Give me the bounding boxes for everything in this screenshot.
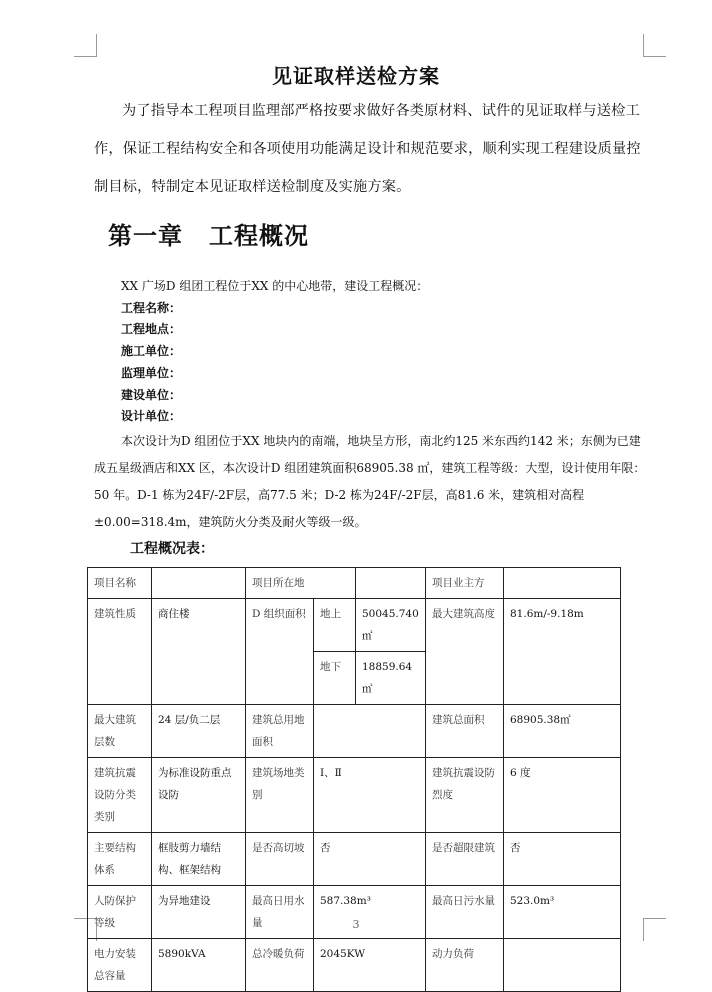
field-supervision-unit: 监理单位： [121, 365, 182, 380]
table-row [88, 833, 621, 886]
table-cell: 电力安装总容量 [88, 939, 152, 992]
table-cell: 人防保护等级 [88, 886, 152, 939]
intro-section [94, 92, 652, 206]
table-row [88, 705, 621, 758]
table-cell: 是否高切坡 [246, 833, 314, 886]
intro-paragraph: 为了指导本工程项目监理部严格按要求做好各类原材料、试件的见证取样与送检工作，保证工程结构安全和各项使用功能满足设计和规范要求，顺利实现工程建设质量控制目标，特制定本见证取样送检制度及实施方案。 [94, 103, 641, 195]
table-cell [314, 705, 426, 758]
table-cell: 项目名称 [88, 568, 152, 599]
table-cell [504, 568, 621, 599]
table-cell: 建筑总面积 [426, 705, 504, 758]
field-construction-unit: 施工单位： [121, 344, 182, 359]
table-cell: 587.38m³ [314, 886, 426, 939]
field-project-name: 工程名称： [121, 300, 182, 315]
project-description: 本次设计为D 组团位于XX 地块内的南端，地块呈方形，南北约125 米东西约142 米；东侧为已建成五星级酒店和XX 区，本次设计D 组团建筑面积68905.38 ㎡，建筑工程等级：大型，设计使用年限：50 年。D-1 栋为24F/-2F层，高77.5 米；D-2 栋为24F/-2F层，高81.6 米，建筑相对高程±0.00=318.4m，建筑防火分类及耐火等级一级。 [94, 433, 646, 529]
table-cell [152, 568, 246, 599]
table-cell: 最高日污水量 [426, 886, 504, 939]
table-cell: 建筑性质 [88, 599, 152, 705]
table-cell: 否 [314, 833, 426, 886]
field-project-location: 工程地点： [121, 322, 182, 337]
table-cell: 24 层/负二层 [152, 705, 246, 758]
table-cell: 6 度 [504, 758, 621, 833]
table-cell: 为标准设防重点设防 [152, 758, 246, 833]
table-cell: 建筑抗震设防烈度 [426, 758, 504, 833]
table-cell: 项目业主方 [426, 568, 504, 599]
table-cell: 最大建筑高度 [426, 599, 504, 705]
table-cell: 最大建筑层数 [88, 705, 152, 758]
table-cell: 地下 [314, 652, 356, 705]
table-cell: Ⅰ、Ⅱ [314, 758, 426, 833]
table-cell: D 组织面积 [246, 599, 314, 705]
table-cell: 建筑总用地面积 [246, 705, 314, 758]
table-cell: 2045KW [314, 939, 426, 992]
table-cell: 建筑场地类别 [246, 758, 314, 833]
table-cell: 动力负荷 [426, 939, 504, 992]
table-cell: 最高日用水量 [246, 886, 314, 939]
table-cell: 523.0m³ [504, 886, 621, 939]
corner-mark-top-left [74, 34, 97, 57]
table-cell: 为异地建设 [152, 886, 246, 939]
chapter-heading [108, 216, 309, 251]
table-cell: 地上 [314, 599, 356, 652]
field-owner-unit: 建设单位： [121, 387, 182, 402]
table-cell: 总冷暖负荷 [246, 939, 314, 992]
table-cell: 5890kVA [152, 939, 246, 992]
page-number: 3 [352, 918, 360, 931]
table-cell: 18859.64㎡ [356, 652, 426, 705]
table-cell: 项目所在地 [246, 568, 356, 599]
table-cell: 50045.740㎡ [356, 599, 426, 652]
chapter-number: 第一章 [108, 221, 183, 250]
table-cell: 主要结构体系 [88, 833, 152, 886]
document-title: 见证取样送检方案 [272, 64, 440, 88]
table-row [88, 568, 621, 599]
table-cell: 框肢剪力墙结构、框架结构 [152, 833, 246, 886]
table-cell: 商住楼 [152, 599, 246, 705]
table-cell [356, 568, 426, 599]
overview-lead: XX 广场D 组团工程位于XX 的中心地带，建设工程概况： [121, 279, 429, 293]
table-title: 工程概况表： [130, 541, 214, 557]
table-cell: 68905.38㎡ [504, 705, 621, 758]
chapter-title: 工程概况 [209, 221, 309, 250]
field-design-unit: 设计单位： [121, 409, 182, 424]
table-cell: 81.6m/-9.18m [504, 599, 621, 705]
table-row [88, 939, 621, 992]
table-cell [504, 939, 621, 992]
table-cell: 建筑抗震设防分类类别 [88, 758, 152, 833]
table-row [88, 599, 621, 652]
table-row [88, 758, 621, 833]
corner-mark-top-right [643, 34, 666, 57]
table-cell: 否 [504, 833, 621, 886]
table-cell: 是否超限建筑 [426, 833, 504, 886]
overview-section [94, 276, 652, 536]
